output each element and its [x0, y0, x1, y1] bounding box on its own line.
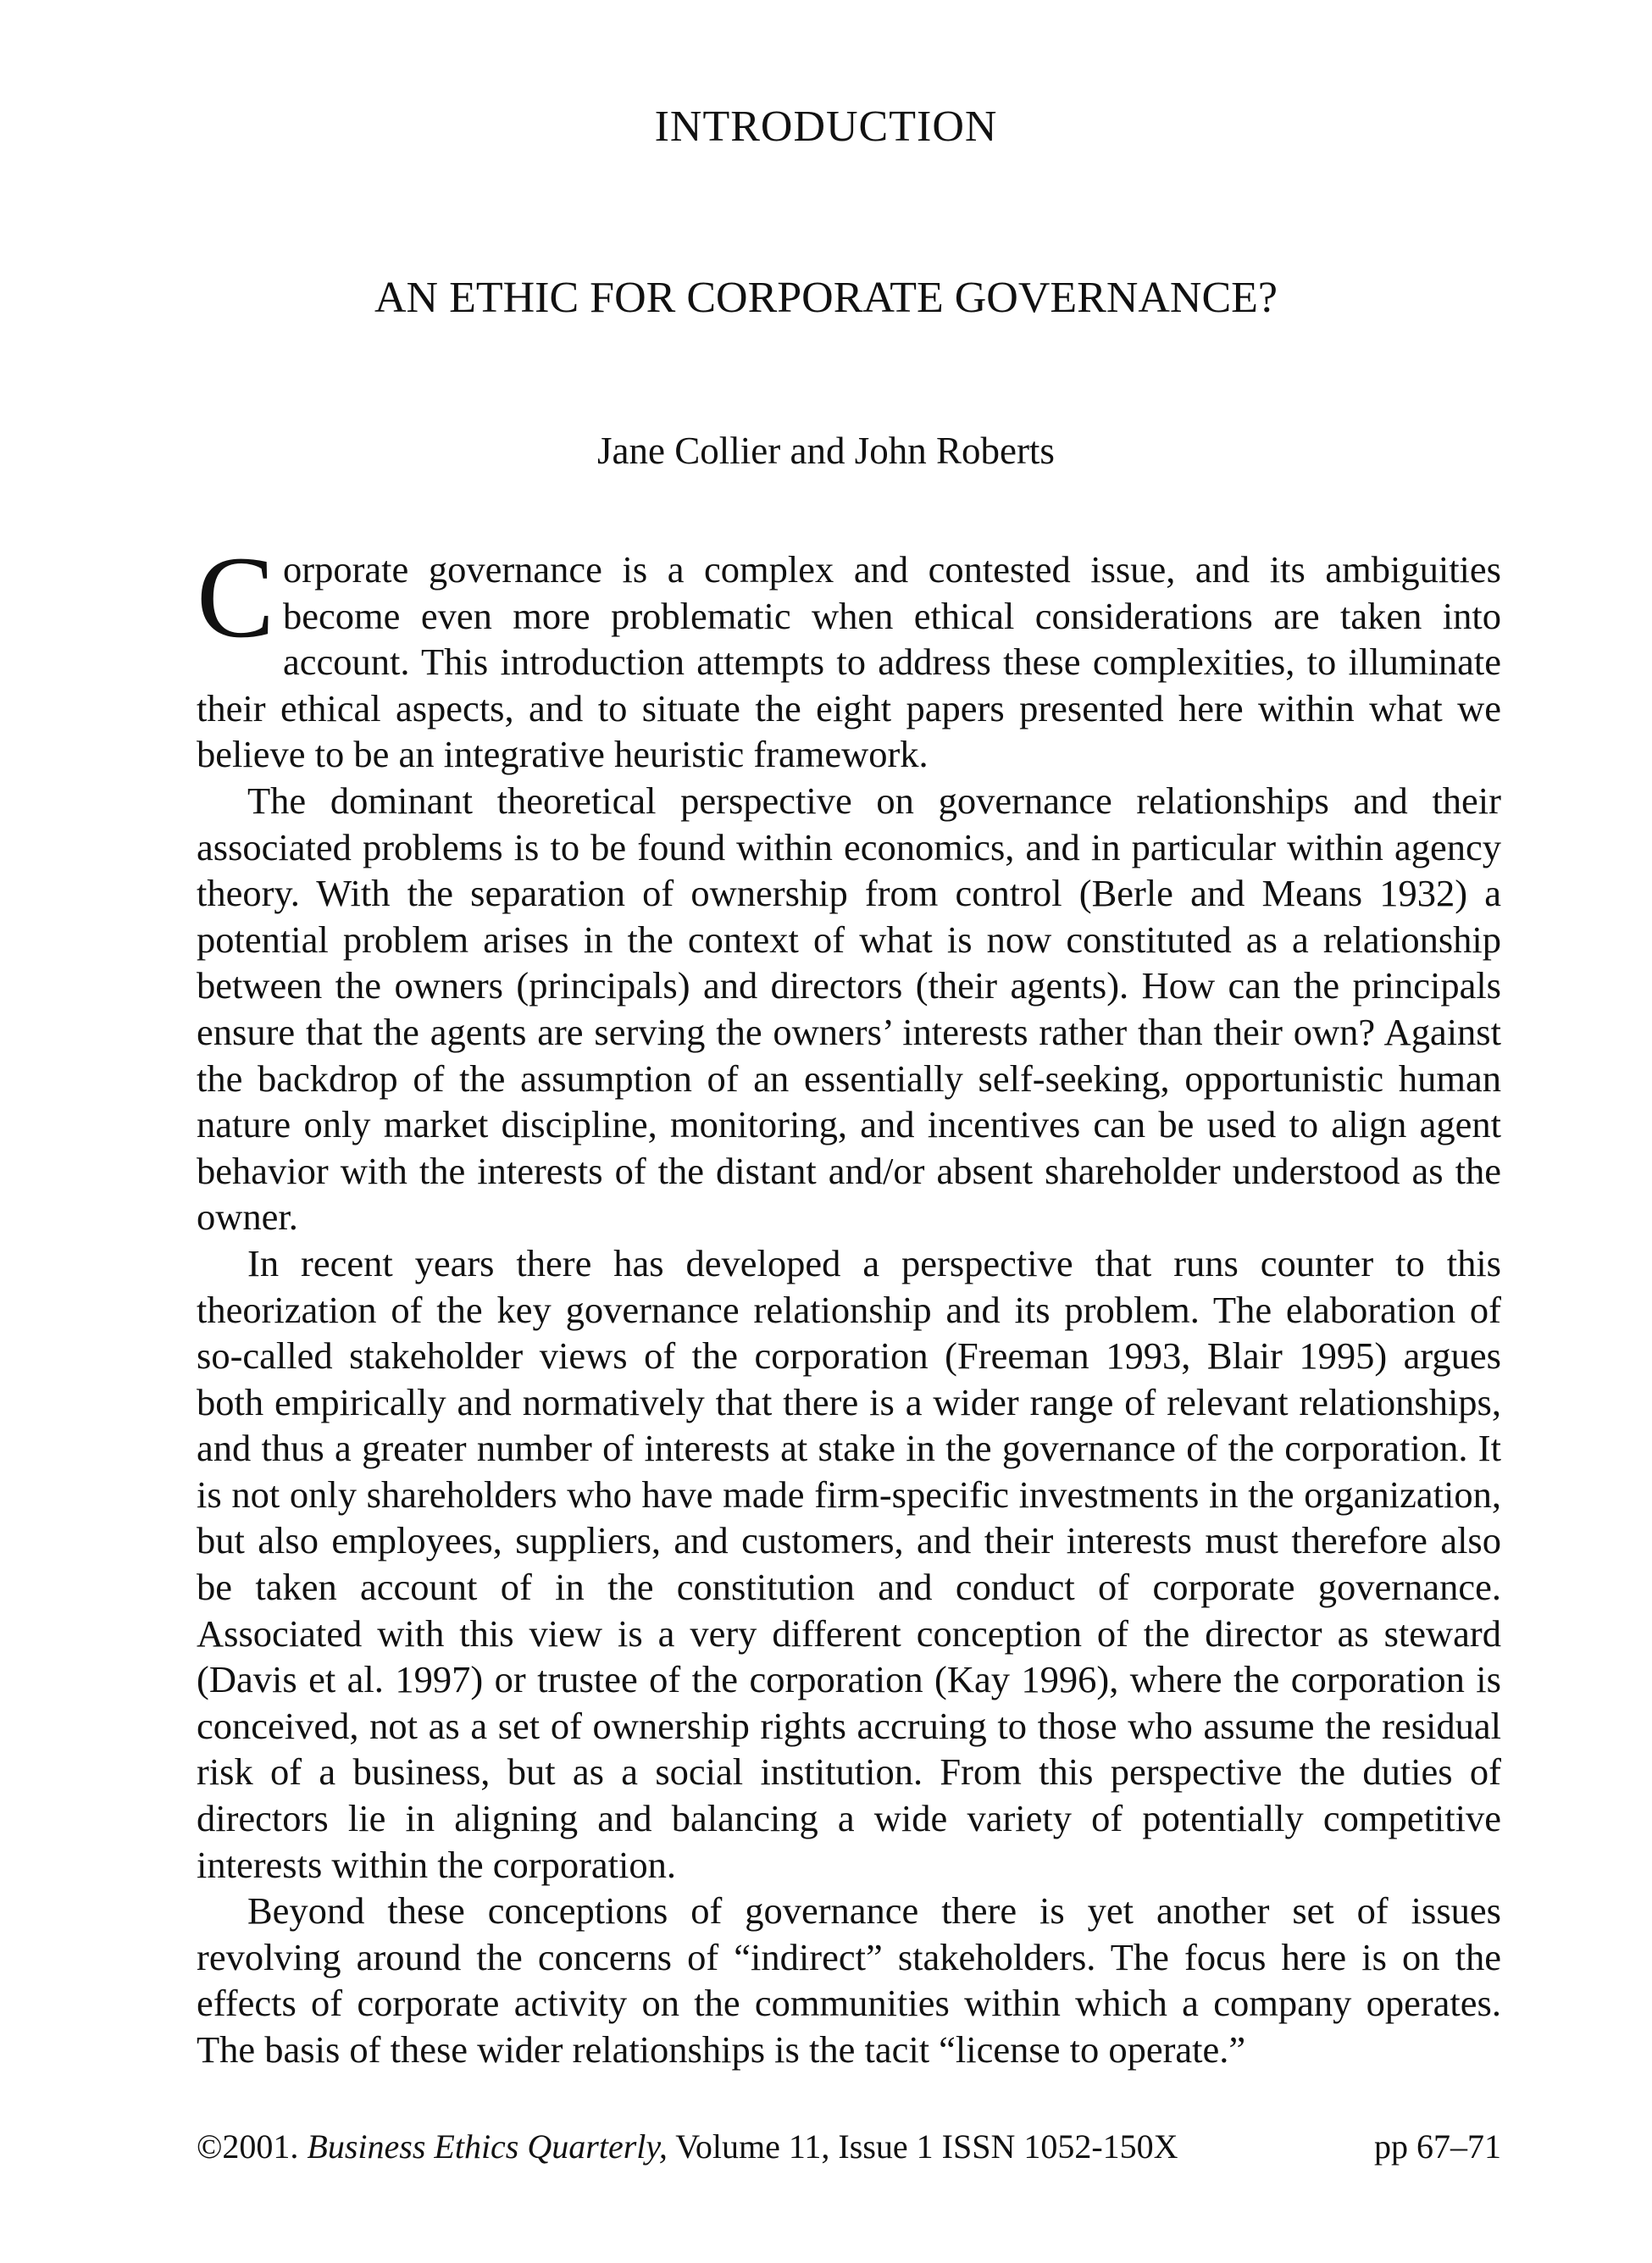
paragraph-3: In recent years there has developed a perspective that runs counter to this theorization of the key governance relationship and its problem. The elaboration of so-called stakeholder views of the corporation (Freeman 1993, Blair 1995) argues both empirically and normatively that there is a wider range of relevant relationships, and thus a greater number of interests at stake in the governance of the corporation. It is not only shareholders who have made firm-specific investments in the organization, but also employees, suppliers, and customers, and their interests must therefore also be taken account of in the constitution and conduct of corporate governance. Associated with this view is a very different conception of the director as steward (Davis et al. 1997) or trustee of the corporation (Kay 1996), where the corporation is conceived, not as a set of ownership rights accruing to those who assume the residual risk of a business, but as a social institution. From this perspective the duties of directors lie in aligning and balancing a wide variety of potentially competitive interests within the corporation. — [197, 1241, 1501, 1886]
article-authors: Jane Collier and John Roberts — [597, 430, 1055, 472]
section-heading: INTRODUCTION — [654, 103, 998, 151]
article-title: AN ETHIC FOR CORPORATE GOVERNANCE? — [374, 274, 1278, 322]
page-footer — [197, 2127, 1501, 2166]
article-body — [197, 532, 1501, 2073]
copyright: ©2001. — [197, 2127, 299, 2166]
page-range: pp 67–71 — [1374, 2127, 1501, 2166]
paragraph-1 — [197, 532, 1501, 778]
journal-name: Business Ethics Quarterly, — [307, 2127, 668, 2166]
paragraph-1-text: orporate governance is a complex and contested issue, and its ambiguities become even more problematic when ethical considerations are taken into account. This introduction attempts to address these complexities, to illuminate their ethical aspects, and to situate the eight papers presented here within what we believe to be an integrative heuristic framework. — [197, 548, 1501, 776]
volume-issue: Volume 11, Issue 1 ISSN 1052-150X — [675, 2127, 1178, 2166]
paragraph-4: Beyond these conceptions of governance there is yet another set of issues revolving around the concerns of “indirect” stakeholders. The focus here is on the effects of corporate activity on the communities within which a company operates. The basis of these wider relationships is the tacit “license to operate.” — [197, 1889, 1501, 2071]
paragraph-2: The dominant theoretical perspective on governance relationships and their associated problems is to be found within economics, and in particular within agency theory. With the separation of ownership from control (Berle and Means 1932) a potential problem arises in the context of what is now constituted as a relationship between the owners (principals) and directors (their agents). How can the principals ensure that the agents are serving the owners’ interests rather than their own? Against the backdrop of the assumption of an essentially self-seeking, opportunistic human nature only market discipline, monitoring, and incentives can be used to align agent behavior with the interests of the distant and/or absent shareholder understood as the owner. — [197, 779, 1501, 1239]
citation — [197, 2127, 1178, 2166]
drop-cap: C — [197, 532, 275, 662]
